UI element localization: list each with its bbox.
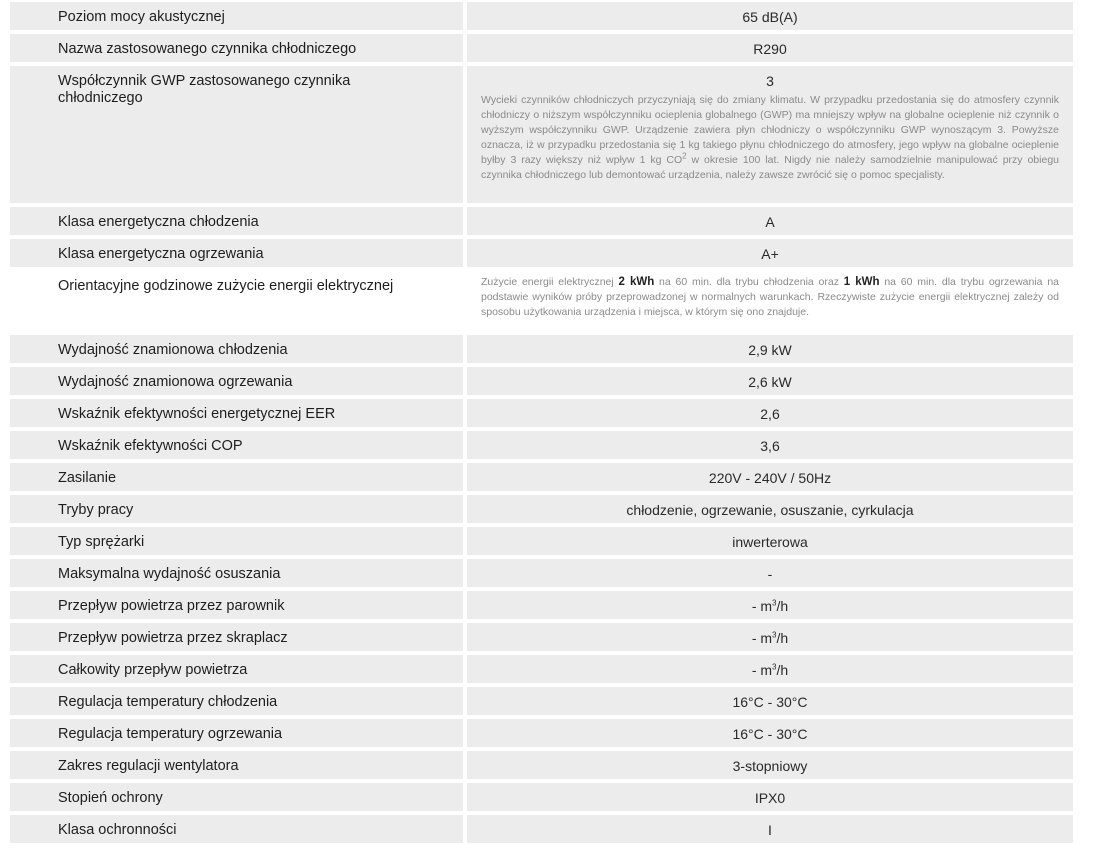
spec-value: I: [467, 815, 1073, 843]
spec-label: Stopień ochrony: [10, 783, 463, 811]
spec-label: Wskaźnik efektywności energetycznej EER: [10, 399, 463, 427]
spec-value: 3,6: [467, 431, 1073, 459]
spec-value: 65 dB(A): [467, 2, 1073, 30]
spec-value: - $m^3/h$: [467, 591, 1073, 619]
spec-value: inwerterowa: [467, 527, 1073, 555]
spec-label: Współczynnik GWP zastosowanego czynnika chłodniczego: [10, 66, 463, 203]
spec-row: [10, 751, 1073, 779]
spec-row: [10, 34, 1073, 62]
spec-row: [10, 271, 1073, 331]
spec-value: R290: [467, 34, 1073, 62]
spec-value: 3: [766, 73, 774, 89]
spec-table: [10, 2, 1073, 847]
spec-row: [10, 463, 1073, 491]
spec-row: [10, 527, 1073, 555]
spec-label: Zasilanie: [10, 463, 463, 491]
spec-row: [10, 66, 1073, 203]
spec-label: Klasa energetyczna chłodzenia: [10, 207, 463, 235]
spec-label: Wskaźnik efektywności COP: [10, 431, 463, 459]
spec-label: Tryby pracy: [10, 495, 463, 523]
spec-value-with-note: [467, 271, 1073, 331]
spec-label: Maksymalna wydajność osuszania: [10, 559, 463, 587]
spec-label: Nazwa zastosowanego czynnika chłodniczego: [10, 34, 463, 62]
spec-value: -: [467, 559, 1073, 587]
spec-value: 16°C - 30°C: [467, 719, 1073, 747]
spec-value: A+: [467, 239, 1073, 267]
spec-label: Przepływ powietrza przez parownik: [10, 591, 463, 619]
spec-value: A: [467, 207, 1073, 235]
spec-label: Klasa energetyczna ogrzewania: [10, 239, 463, 267]
spec-label: Wydajność znamionowa chłodzenia: [10, 335, 463, 363]
spec-value: chłodzenie, ogrzewanie, osuszanie, cyrkulacja: [467, 495, 1073, 523]
spec-row: [10, 719, 1073, 747]
spec-value: - $m^3/h$: [467, 623, 1073, 651]
spec-label: Regulacja temperatury chłodzenia: [10, 687, 463, 715]
spec-value: 2,6 kW: [467, 367, 1073, 395]
spec-row: [10, 559, 1073, 587]
spec-label: Zakres regulacji wentylatora: [10, 751, 463, 779]
spec-row: [10, 367, 1073, 395]
spec-row: [10, 783, 1073, 811]
spec-row: [10, 687, 1073, 715]
spec-label: Całkowity przepływ powietrza: [10, 655, 463, 683]
spec-label: Przepływ powietrza przez skraplacz: [10, 623, 463, 651]
spec-row: [10, 239, 1073, 267]
spec-row: [10, 591, 1073, 619]
spec-value: IPX0: [467, 783, 1073, 811]
spec-label: Wydajność znamionowa ogrzewania: [10, 367, 463, 395]
spec-label: Klasa ochronności: [10, 815, 463, 843]
spec-value: 16°C - 30°C: [467, 687, 1073, 715]
spec-row: [10, 2, 1073, 30]
spec-row: [10, 431, 1073, 459]
spec-row: [10, 495, 1073, 523]
spec-value: 2,9 kW: [467, 335, 1073, 363]
spec-value: - $m^3/h$: [467, 655, 1073, 683]
spec-label: Orientacyjne godzinowe zużycie energii elektrycznej: [10, 271, 463, 331]
spec-row: [10, 655, 1073, 683]
spec-value: 2,6: [467, 399, 1073, 427]
spec-row: [10, 623, 1073, 651]
spec-label: Poziom mocy akustycznej: [10, 2, 463, 30]
spec-value: 3-stopniowy: [467, 751, 1073, 779]
spec-row: [10, 335, 1073, 363]
spec-label: Typ sprężarki: [10, 527, 463, 555]
spec-value: 220V - 240V / 50Hz: [467, 463, 1073, 491]
spec-row: [10, 207, 1073, 235]
spec-row: [10, 815, 1073, 843]
spec-label: Regulacja temperatury ogrzewania: [10, 719, 463, 747]
spec-row: [10, 399, 1073, 427]
energy-usage-note: Zużycie energii elektrycznej 2 kWh na 60 min. dla trybu chłodzenia oraz 1 kWh na 60 min. dla trybu ogrzewania na podstawie wyników próby przeprowadzonej w normalnych warunkach. Rzeczywiste zużycie energii elektrycznej zależy od sposobu użytkowania urządzenia i miejsca, w którym się ono znajduje.: [481, 276, 1059, 318]
gwp-note: Wycieki czynników chłodniczych przyczyniają się do zmiany klimatu. W przypadku przedostania się do atmosfery czynnik chłodniczy o niższym współczynniku ocieplenia globalnego (GWP) ma mniejszy wpływ na globalne ocieplenie niż czynnik o wyższym współczynniku GWP. Urządzenie zawiera płyn chłodniczy o współczynniku GWP wynoszącym 3. Powyższe oznacza, iż w przypadku przedostania się 1 kg takiego płynu chłodniczego do atmosfery, jego wpływ na globalne ocieplenie byłby 3 razy większy niż wpływ 1 kg $CO^2$ w okresie 100 lat. Nigdy nie należy samodzielnie manipulować przy obiegu czynnika chłodniczego lub demontować urządzenia, należy zawsze zwrócić się o pomoc specjalisty.: [481, 94, 1059, 181]
spec-value-with-note: [467, 66, 1073, 203]
